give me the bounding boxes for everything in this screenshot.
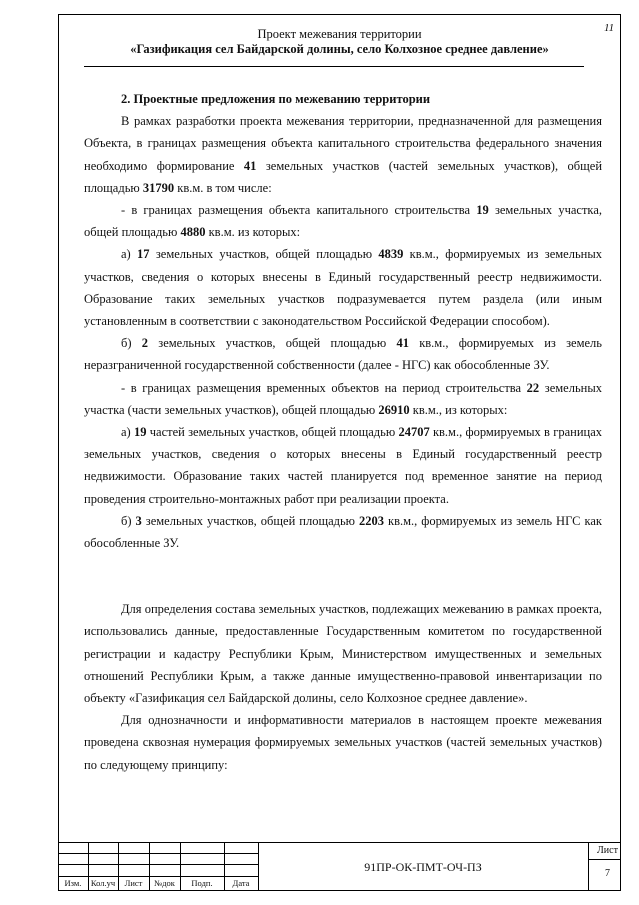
paragraph <box>84 421 602 510</box>
text-run: земельных участков (частей земельных участков), общей площадью <box>84 158 603 195</box>
bold-figure: 2 <box>141 336 149 351</box>
bold-figure: 19 <box>133 425 147 440</box>
bold-figure: 4880 <box>180 225 206 240</box>
bold-figure: 22 <box>526 380 540 395</box>
paragraph <box>84 377 602 421</box>
bold-figure: 3 <box>135 513 142 528</box>
document-code: 91ПР-ОК-ПМТ-ОЧ-ПЗ <box>364 860 482 874</box>
col-label-date: Дата <box>232 878 250 888</box>
col-label-izm: Изм. <box>64 878 82 888</box>
text-run: кв.м. в том числе: <box>174 180 272 195</box>
bold-figure: 17 <box>137 247 150 262</box>
text-run: а) <box>121 247 138 262</box>
paragraph <box>84 243 602 332</box>
title-block-col-line <box>588 842 589 891</box>
col-label-signature: Подп. <box>191 878 213 888</box>
header-project-type: Проект межевания территории <box>257 27 422 41</box>
text-run: кв.м., формируемых в границах земельных участков, сведения о которых внесены в Единый государственный реестр недвижимости. Образование таких частей планируется под временное занятие на период проведения строительно-монтажных работ при реализации проекта. <box>84 425 602 506</box>
text-run: земельных участка, общей площадью <box>84 203 602 240</box>
text-run: кв.м., из которых: <box>409 402 508 417</box>
text-run: частей земельных участков, общей площадью <box>146 425 399 440</box>
title-block <box>58 842 621 891</box>
text-run: земельных участков, общей площадью <box>148 336 397 351</box>
document-header <box>58 27 621 57</box>
section-title: 2. Проектные предложения по межеванию территории <box>121 92 431 106</box>
title-block-top-border <box>58 842 621 843</box>
bold-figure: 19 <box>476 203 489 218</box>
title-block-sheet-divider <box>588 859 621 860</box>
paragraph <box>84 510 602 554</box>
header-rule <box>84 66 584 67</box>
paragraph-spacer <box>84 554 602 576</box>
col-label-list: Лист <box>124 878 143 888</box>
bold-figure: 24707 <box>398 425 430 440</box>
paragraph <box>84 598 602 709</box>
text-run: б) <box>121 336 142 351</box>
text-run: Для однозначности и информативности материалов в настоящем проекте межевания проведена сквозная нумерация формируемых земельных участков (частей земельных участков) по следующему принципу: <box>84 713 602 772</box>
bold-figure: 41 <box>243 158 257 173</box>
col-label-kol-uch: Кол.уч <box>90 878 116 888</box>
text-run: кв.м., формируемых из земельных участков, сведения о которых внесены в Единый государственный реестр недвижимости. Образование таких земельных участков подразумевается путем раздела (или иным установленным в соответствии с законодательством Российской Федерации способом). <box>84 247 602 329</box>
paragraph-spacer <box>84 576 602 598</box>
text-run: В рамках разработки проекта межевания территории, предназначенной для размещения Объекта, в границах размещения объекта капитального строительства федерального значения необходимо формирование <box>84 114 602 173</box>
text-run: кв.м., формируемых из земель неразграниченной государственной собственности (далее - НГС) как обособленные ЗУ. <box>84 336 602 373</box>
bold-figure: 26910 <box>378 402 410 417</box>
bold-figure: 41 <box>396 336 409 351</box>
text-run: - в границах размещения объекта капитального строительства <box>121 203 477 218</box>
text-run: а) <box>121 425 134 440</box>
paragraph <box>84 332 602 376</box>
text-run: земельных участка (части земельных участков), общей площадью <box>84 380 602 417</box>
text-run: земельных участков, общей площадью <box>149 247 379 262</box>
paragraph <box>84 110 602 199</box>
bold-figure: 2203 <box>359 513 385 528</box>
header-project-title: «Газификация сел Байдарской долины, село Колхозное среднее давление» <box>130 42 549 56</box>
text-run: Для определения состава земельных участков, подлежащих межеванию в рамках проекта, использовались данные, предоставленные Государственным комитетом по государственной регистрации и кадастру Республики Крым, Министерством имущественных и земельных отношений Республики Крым, а также данные имущественно-правовой инвентаризации по объекту «Газификация сел Байдарской долины, село Колхозное среднее давление». <box>84 602 602 706</box>
page-corner-number: 11 <box>604 22 615 34</box>
paragraph <box>84 199 602 243</box>
col-label-doc-number: №док <box>154 878 175 888</box>
text-run: кв.м. из которых: <box>205 225 301 240</box>
text-run: кв.м., формируемых из земель НГС как обособленные ЗУ. <box>84 513 602 551</box>
text-run: б) <box>121 513 136 528</box>
bold-figure: 4839 <box>378 247 404 262</box>
bold-figure: 31790 <box>142 180 175 195</box>
text-run: - в границах размещения временных объектов на период строительства <box>121 380 527 395</box>
text-run: земельных участков, общей площадью <box>141 513 360 528</box>
paragraph <box>84 709 602 776</box>
sheet-label: Лист <box>597 845 618 856</box>
document-body <box>84 88 602 776</box>
sheet-number: 7 <box>605 868 610 879</box>
